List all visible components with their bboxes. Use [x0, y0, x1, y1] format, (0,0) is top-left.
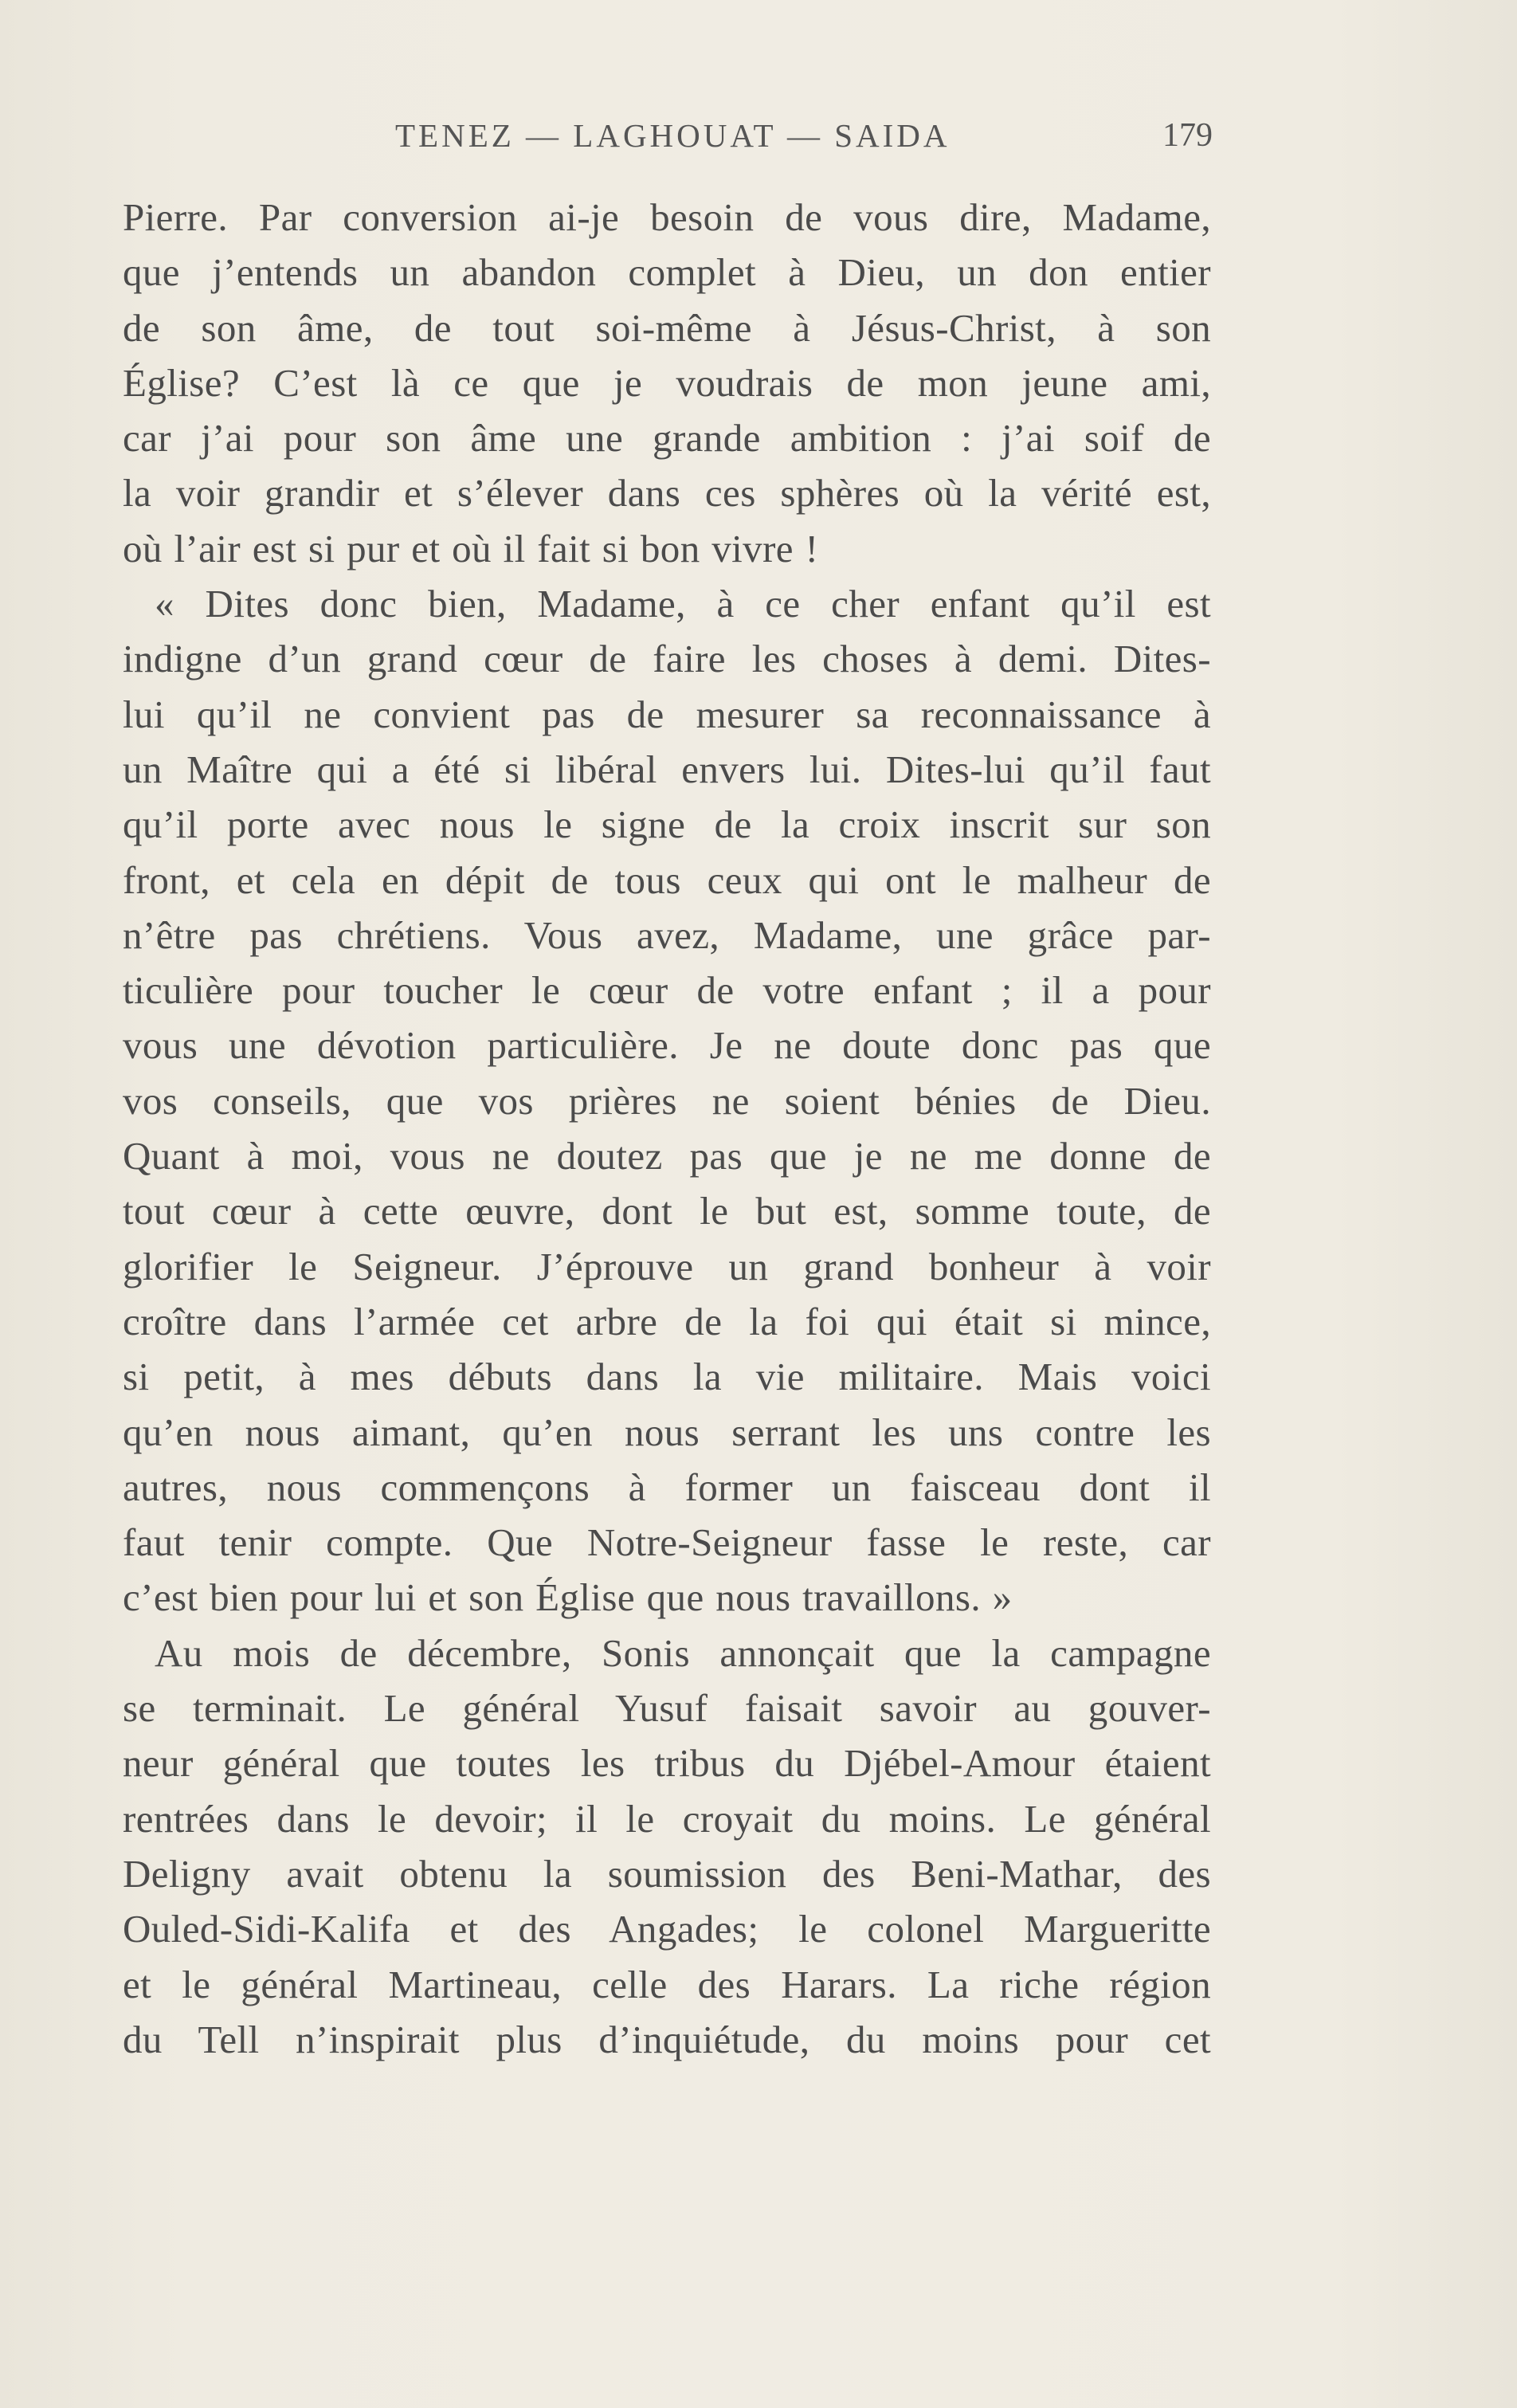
text-line: faut tenir compte. Que Notre-Seigneur fasse le reste, car [123, 1520, 1211, 1565]
text-line: Ouled-Sidi-Kalifa et des Angades; le colonel Margueritte [123, 1907, 1211, 1951]
text-line: neur général que toutes les tribus du Djébel-Amour étaient [123, 1741, 1211, 1786]
body-text [123, 190, 1211, 2067]
page-number: 179 [1162, 117, 1213, 154]
text-line: vous une dévotion particulière. Je ne doute donc pas que [123, 1023, 1211, 1068]
text-line: si petit, à mes débuts dans la vie militaire. Mais voici [123, 1355, 1211, 1399]
text-line: lui qu’il ne convient pas de mesurer sa reconnaissance à [123, 692, 1211, 736]
text-line: glorifier le Seigneur. J’éprouve un grand bonheur à voir [123, 1244, 1211, 1288]
text-line: où l’air est si pur et où il fait si bon vivre ! [123, 526, 819, 571]
text-line: « Dites donc bien, Madame, à ce cher enfant qu’il est [155, 582, 1211, 626]
text-line: Quant à moi, vous ne doutez pas que je ne me donne de [123, 1134, 1211, 1179]
text-line: se terminait. Le général Yusuf faisait savoir au gouver- [123, 1686, 1211, 1731]
text-line: qu’il porte avec nous le signe de la croix inscrit sur son [123, 802, 1211, 847]
text-line: n’être pas chrétiens. Vous avez, Madame, une grâce par- [123, 912, 1211, 957]
text-line: vos conseils, que vos prières ne soient bénies de Dieu. [123, 1078, 1211, 1123]
text-line: Église? C’est là ce que je voudrais de mon jeune ami, [123, 360, 1211, 405]
text-line: un Maître qui a été si libéral envers lui. Dites-lui qu’il faut [123, 747, 1211, 791]
text-line: rentrées dans le devoir; il le croyait du moins. Le général [123, 1796, 1211, 1841]
page-header [395, 116, 1213, 164]
text-line: front, et cela en dépit de tous ceux qui ont le malheur de [123, 857, 1211, 902]
text-line: Pierre. Par conversion ai-je besoin de vous dire, Madame, [123, 195, 1211, 239]
text-line: la voir grandir et s’élever dans ces sphères où la vérité est, [123, 471, 1211, 516]
text-line: ticulière pour toucher le cœur de votre enfant ; il a pour [123, 968, 1211, 1013]
text-line: croître dans l’armée cet arbre de la foi qui était si mince, [123, 1299, 1211, 1343]
text-line: car j’ai pour son âme une grande ambition : j’ai soif de [123, 416, 1211, 461]
text-line: du Tell n’inspirait plus d’inquiétude, du moins pour cet [123, 2017, 1211, 2061]
text-line: que j’entends un abandon complet à Dieu, un don entier [123, 250, 1211, 295]
text-line: autres, nous commençons à former un faisceau dont il [123, 1465, 1211, 1509]
text-line: et le général Martineau, celle des Harars. La riche région [123, 1962, 1211, 2006]
text-line: qu’en nous aimant, qu’en nous serrant les uns contre les [123, 1410, 1211, 1454]
running-title: TENEZ — LAGHOUAT — SAIDA [395, 117, 951, 154]
text-line: Deligny avait obtenu la soumission des Beni-Mathar, des [123, 1851, 1211, 1896]
text-line: indigne d’un grand cœur de faire les choses à demi. Dites- [123, 637, 1211, 681]
text-line: de son âme, de tout soi-même à Jésus-Christ, à son [123, 305, 1211, 350]
text-line: c’est bien pour lui et son Église que nous travaillons. » [123, 1575, 1013, 1620]
text-line: Au mois de décembre, Sonis annonçait que la campagne [155, 1630, 1211, 1675]
text-line: tout cœur à cette œuvre, dont le but est, somme toute, de [123, 1189, 1211, 1233]
